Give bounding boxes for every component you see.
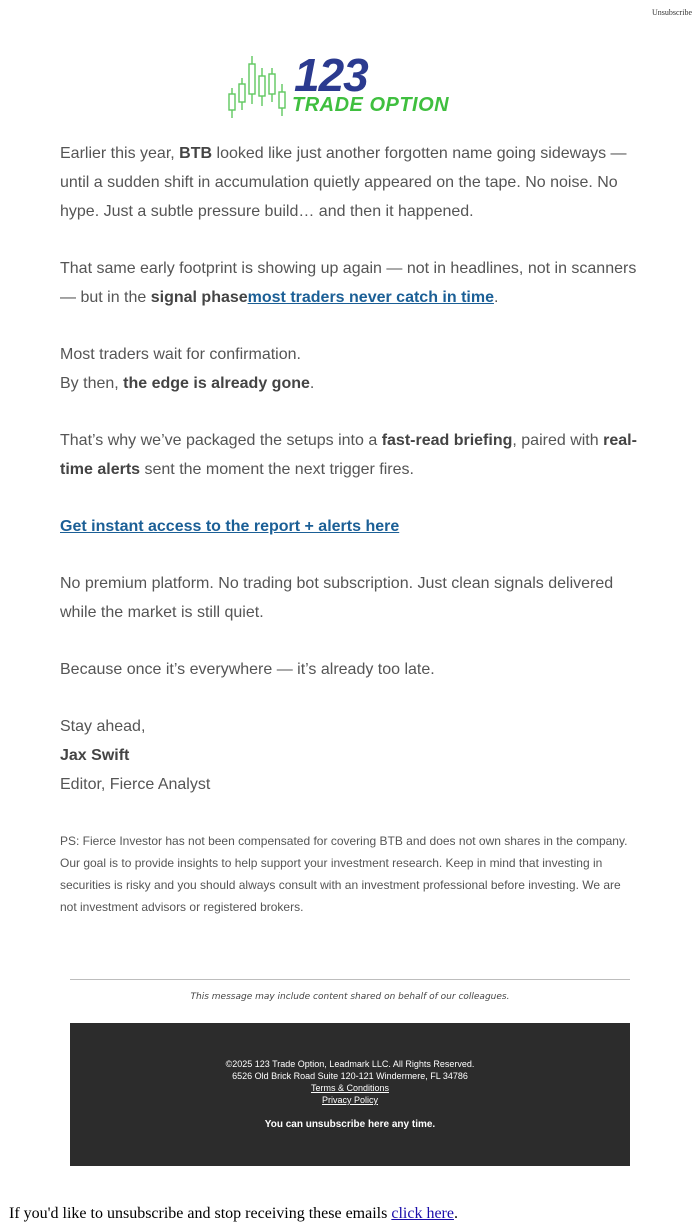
footer — [70, 1023, 630, 1166]
signal-phase-link[interactable]: most traders never catch in time — [247, 289, 494, 306]
brand-logo[interactable] — [226, 49, 476, 122]
text: By then, — [60, 375, 119, 392]
privacy-link[interactable]: Privacy Policy — [321, 1095, 378, 1105]
text: Earlier this year, — [60, 145, 175, 162]
colleague-notice: This message may include content shared on behalf of our colleagues. — [190, 992, 510, 1002]
logo-text: TRADE OPTION — [292, 94, 450, 116]
text: looked like just another forgotten name going sideways — until a sudden shift in accumulation quietly appeared on the tape. No noise. No hype. Just a subtle pressure build… and then it happened. — [60, 145, 627, 220]
footer-unsubscribe[interactable]: You can unsubscribe here any time. — [264, 1119, 436, 1130]
signature-closing: Stay ahead, — [60, 718, 146, 735]
paragraph-cta — [60, 512, 642, 541]
paragraph-too-late: Because once it’s everywhere — it’s already too late. — [60, 661, 435, 678]
paragraph-no-premium: No premium platform. No trading bot subscription. Just clean signals delivered while the market is still quiet. — [60, 575, 614, 621]
text: . — [493, 289, 499, 306]
text: That’s why we’ve packaged the setups into a — [60, 432, 378, 449]
signal-phase-bold: signal phase — [150, 289, 248, 306]
text: That same early footprint is showing up again — not in headlines, not in scanners — but in the — [60, 260, 637, 306]
paragraph-briefing — [60, 426, 642, 484]
signature — [60, 712, 642, 799]
text: sent the moment the next trigger fires. — [144, 461, 414, 478]
alerts-bold: real-time alerts — [60, 432, 637, 478]
bottom-unsubscribe — [9, 1205, 458, 1223]
text: Most traders wait for confirmation. — [60, 346, 301, 363]
logo-number: 123 — [294, 49, 368, 101]
paragraph-footprint — [60, 254, 642, 312]
candlestick-chart-icon — [226, 54, 296, 122]
text: . — [453, 1205, 458, 1222]
email-body — [60, 139, 642, 799]
terms-link[interactable]: Terms & Conditions — [310, 1083, 390, 1093]
divider — [70, 979, 630, 980]
text: . — [309, 375, 315, 392]
text: If you'd like to unsubscribe and stop receiving these emails — [9, 1205, 388, 1222]
top-unsubscribe-link[interactable]: Unsubscribe — [652, 8, 692, 17]
footer-copyright: ©2025 123 Trade Option, Leadmark LLC. All Rights Reserved. — [225, 1059, 475, 1069]
cta-access-link[interactable]: Get instant access to the report + alerts here — [60, 518, 400, 535]
ticker-bold: BTB — [179, 145, 213, 162]
signature-name — [60, 741, 642, 770]
text: , paired with — [512, 432, 599, 449]
bottom-unsubscribe-link[interactable]: click here — [391, 1205, 454, 1222]
edge-gone-bold: the edge is already gone — [123, 375, 310, 392]
signature-name-bold: Jax Swift — [60, 747, 130, 764]
ps-disclaimer: PS: Fierce Investor has not been compensated for covering BTB and does not own shares in the company. Our goal is to provide insights to help support your investment research. Keep in mind that investing in securities is risky and you should always consult with an investment professional before investing. We are not investment advisors or registered brokers. — [60, 834, 628, 914]
signature-title: Editor, Fierce Analyst — [60, 776, 211, 793]
paragraph-intro — [60, 139, 642, 226]
briefing-bold: fast-read briefing — [381, 432, 513, 449]
paragraph-confirmation — [60, 340, 642, 398]
footer-address: 6526 Old Brick Road Suite 120-121 Windermere, FL 34786 — [232, 1071, 468, 1081]
